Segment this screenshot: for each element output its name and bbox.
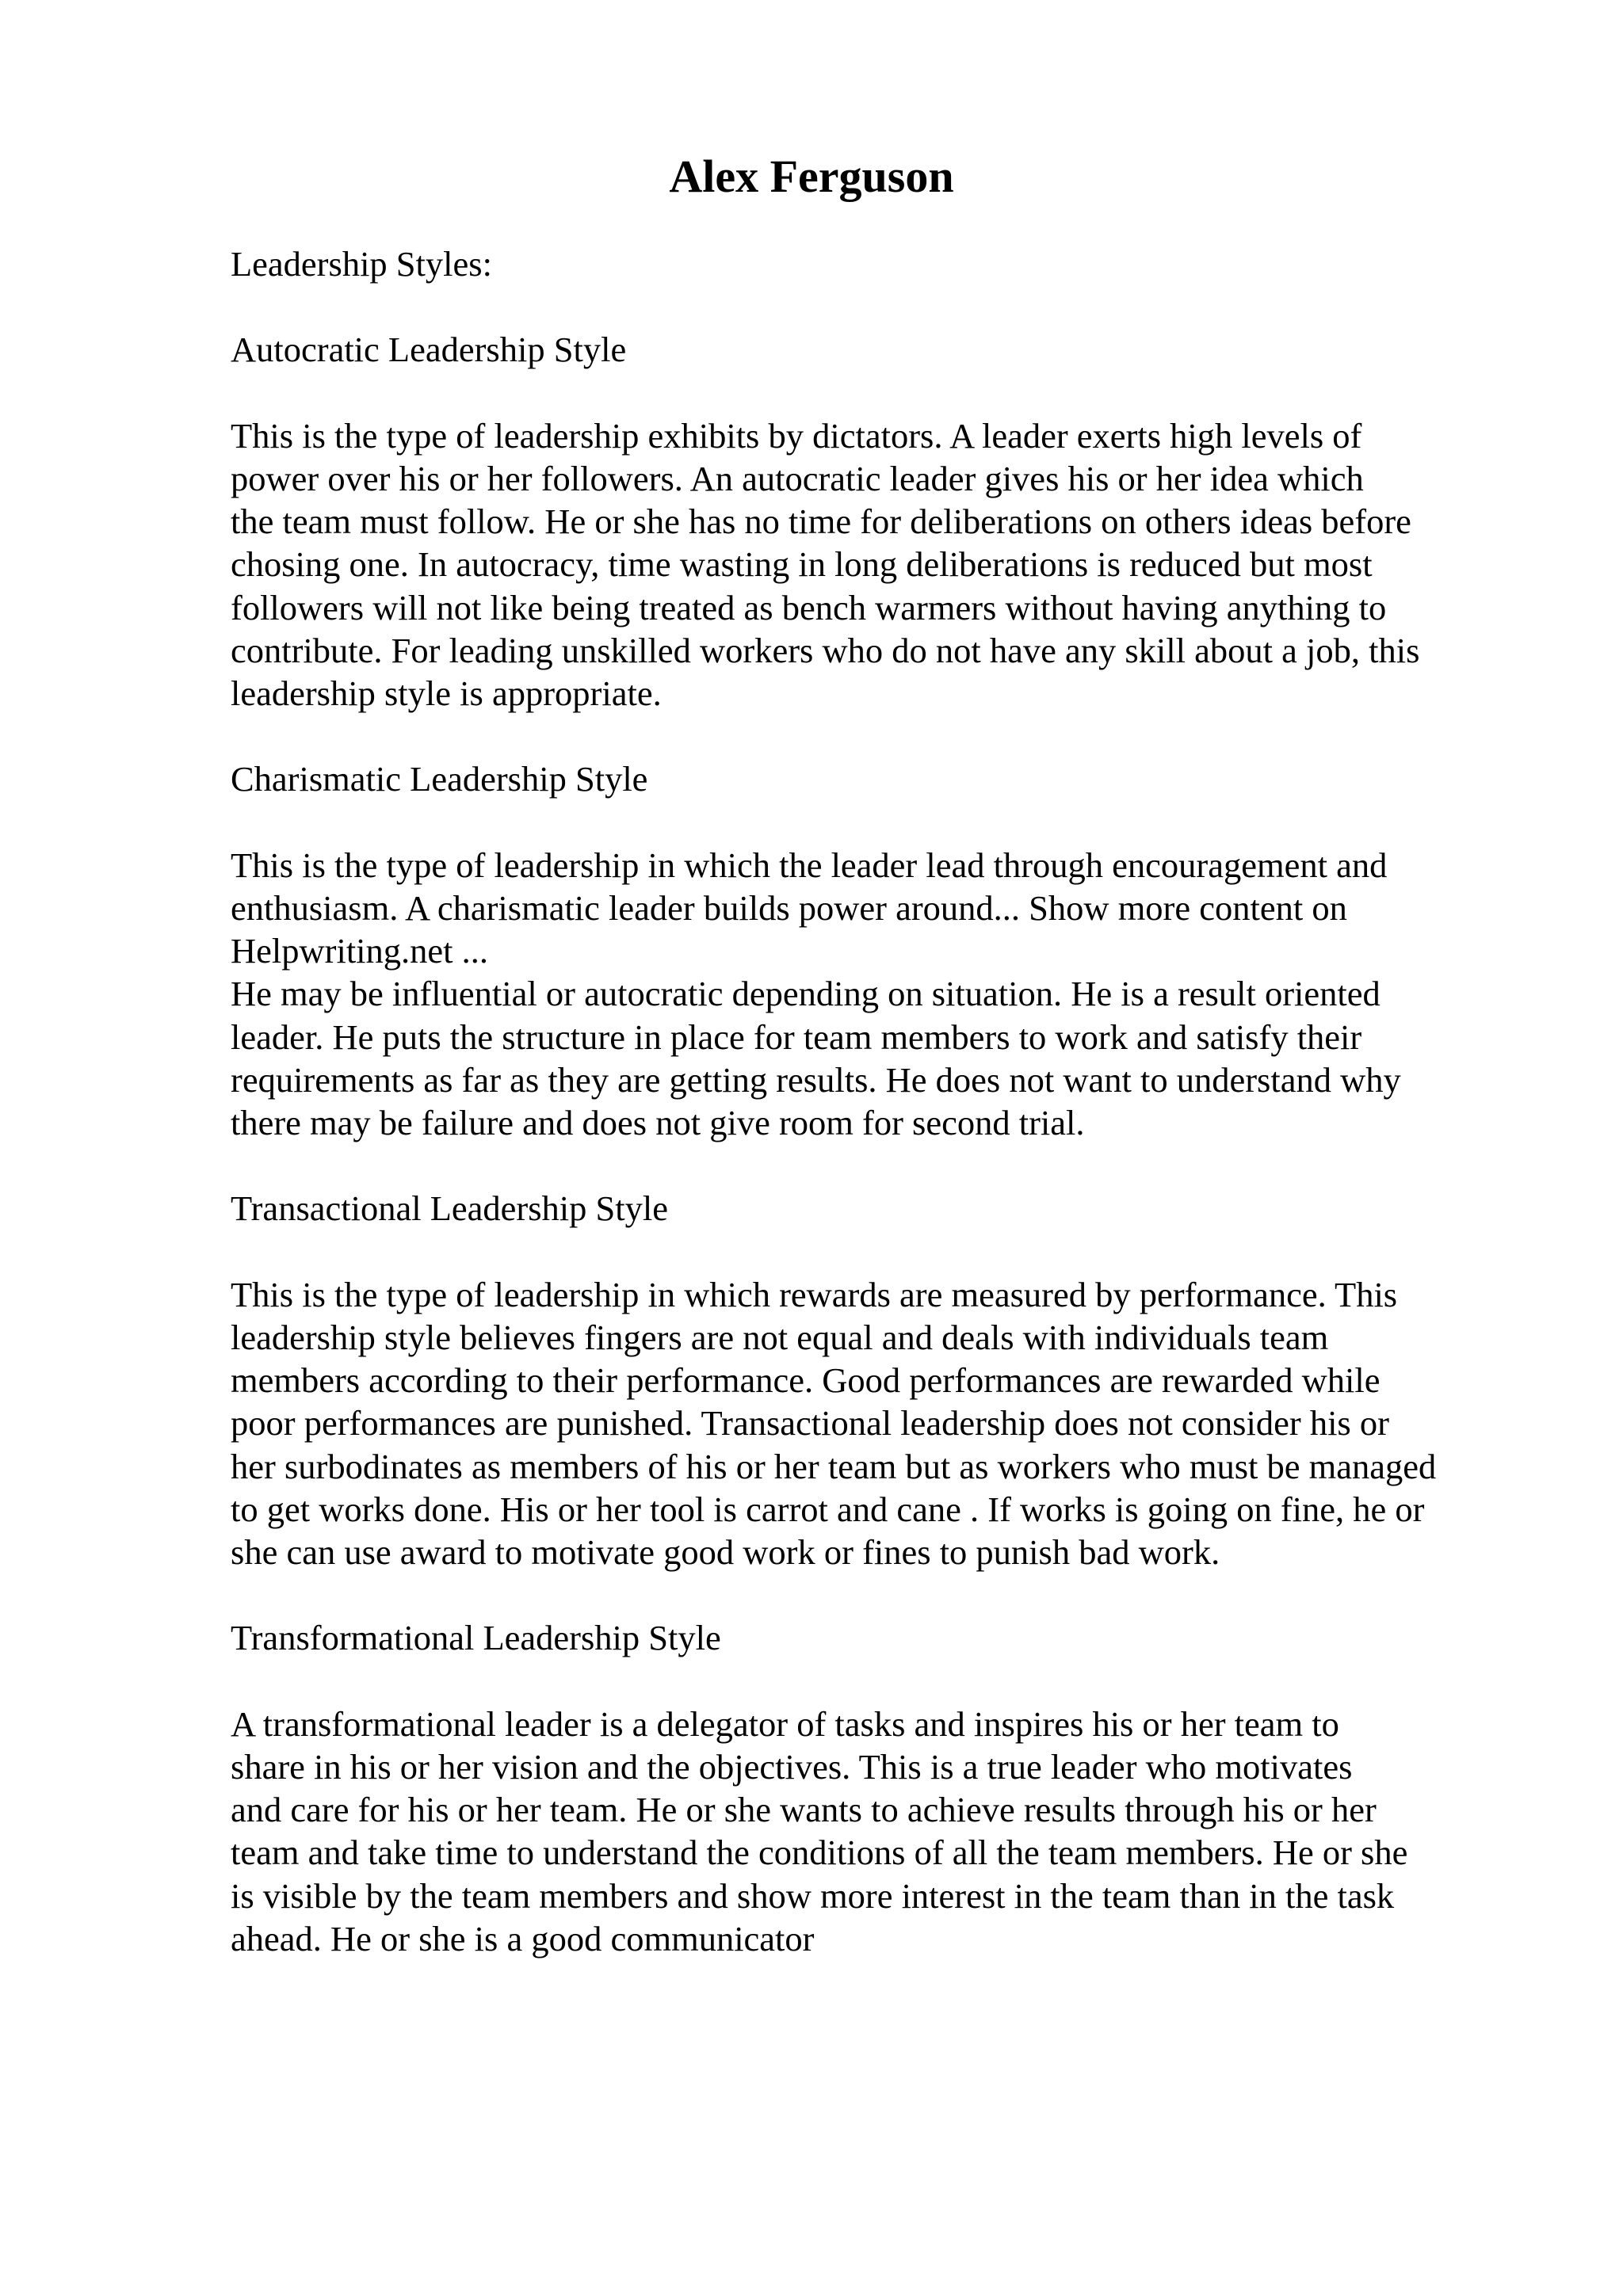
text-line: followers will not like being treated as bench warmers without having anything to [231, 587, 1387, 627]
paragraph [231, 1273, 1514, 1573]
text-line: the team must follow. He or she has no time for deliberations on others ideas before [231, 502, 1411, 542]
text-line: This is the type of leadership in which the leader lead through encouragement and [231, 845, 1388, 885]
text-line: power over his or her followers. An autocratic leader gives his or her idea which [231, 458, 1364, 498]
paragraph [231, 414, 1514, 715]
text-line: This is the type of leadership in which rewards are measured by performance. This [231, 1274, 1398, 1314]
text-line: leadership style is appropriate. [231, 673, 662, 713]
text-line: He may be influential or autocratic depending on situation. He is a result oriented [231, 974, 1381, 1014]
text-line: leadership style believes fingers are not equal and deals with individuals team [231, 1317, 1329, 1357]
text-line: This is the type of leadership exhibits by dictators. A leader exerts high levels of [231, 415, 1362, 456]
paragraph [231, 844, 1514, 973]
paragraph [231, 972, 1514, 1144]
document-title: Alex Ferguson [669, 151, 954, 202]
text-line: contribute. For leading unskilled workers who do not have any skill about a job, this [231, 630, 1420, 670]
text-line: team and take time to understand the conditions of all the team members. He or she [231, 1833, 1408, 1873]
text-line: Transactional Leadership Style [231, 1188, 669, 1229]
text-line: enthusiasm. A charismatic leader builds power around... Show more content on [231, 887, 1347, 928]
text-line: there may be failure and does not give room for second trial. [231, 1103, 1085, 1142]
section-heading [231, 1616, 1514, 1659]
section-heading [231, 242, 1514, 285]
text-line: ahead. He or she is a good communicator [231, 1918, 815, 1958]
text-line: to get works done. His or her tool is carrot and cane . If works is going on fine, he or [231, 1489, 1425, 1529]
section-heading [231, 757, 1514, 800]
text-line: requirements as far as they are getting results. He does not want to understand why [231, 1059, 1401, 1100]
text-line: chosing one. In autocracy, time wasting in long deliberations is reduced but most [231, 544, 1373, 585]
section-heading [231, 328, 1514, 371]
text-line: Charismatic Leadership Style [231, 759, 648, 799]
text-line: her surbodinates as members of his or her team but as workers who must be managed [231, 1446, 1437, 1486]
text-line: Helpwriting.net ... [231, 931, 489, 971]
text-line: members according to their performance. Good performances are rewarded while [231, 1360, 1381, 1401]
text-line: Transformational Leadership Style [231, 1618, 721, 1658]
text-line: Leadership Styles: [231, 244, 492, 284]
text-line: leader. He puts the structure in place for team members to work and satisfy their [231, 1016, 1362, 1057]
document-body [231, 242, 1514, 1960]
text-line: and care for his or her team. He or she wants to achieve results through his or her [231, 1790, 1377, 1830]
section-heading [231, 1187, 1514, 1230]
text-line: Autocratic Leadership Style [231, 330, 627, 370]
text-line: is visible by the team members and show more interest in the team than in the task [231, 1875, 1395, 1916]
paragraph [231, 1703, 1514, 1960]
text-line: she can use award to motivate good work or fines to punish bad work. [231, 1532, 1220, 1572]
text-line: share in his or her vision and the objectives. This is a true leader who motivates [231, 1746, 1353, 1787]
text-line: A transformational leader is a delegator of tasks and inspires his or her team to [231, 1703, 1339, 1744]
text-line: poor performances are punished. Transactional leadership does not consider his or [231, 1403, 1389, 1444]
